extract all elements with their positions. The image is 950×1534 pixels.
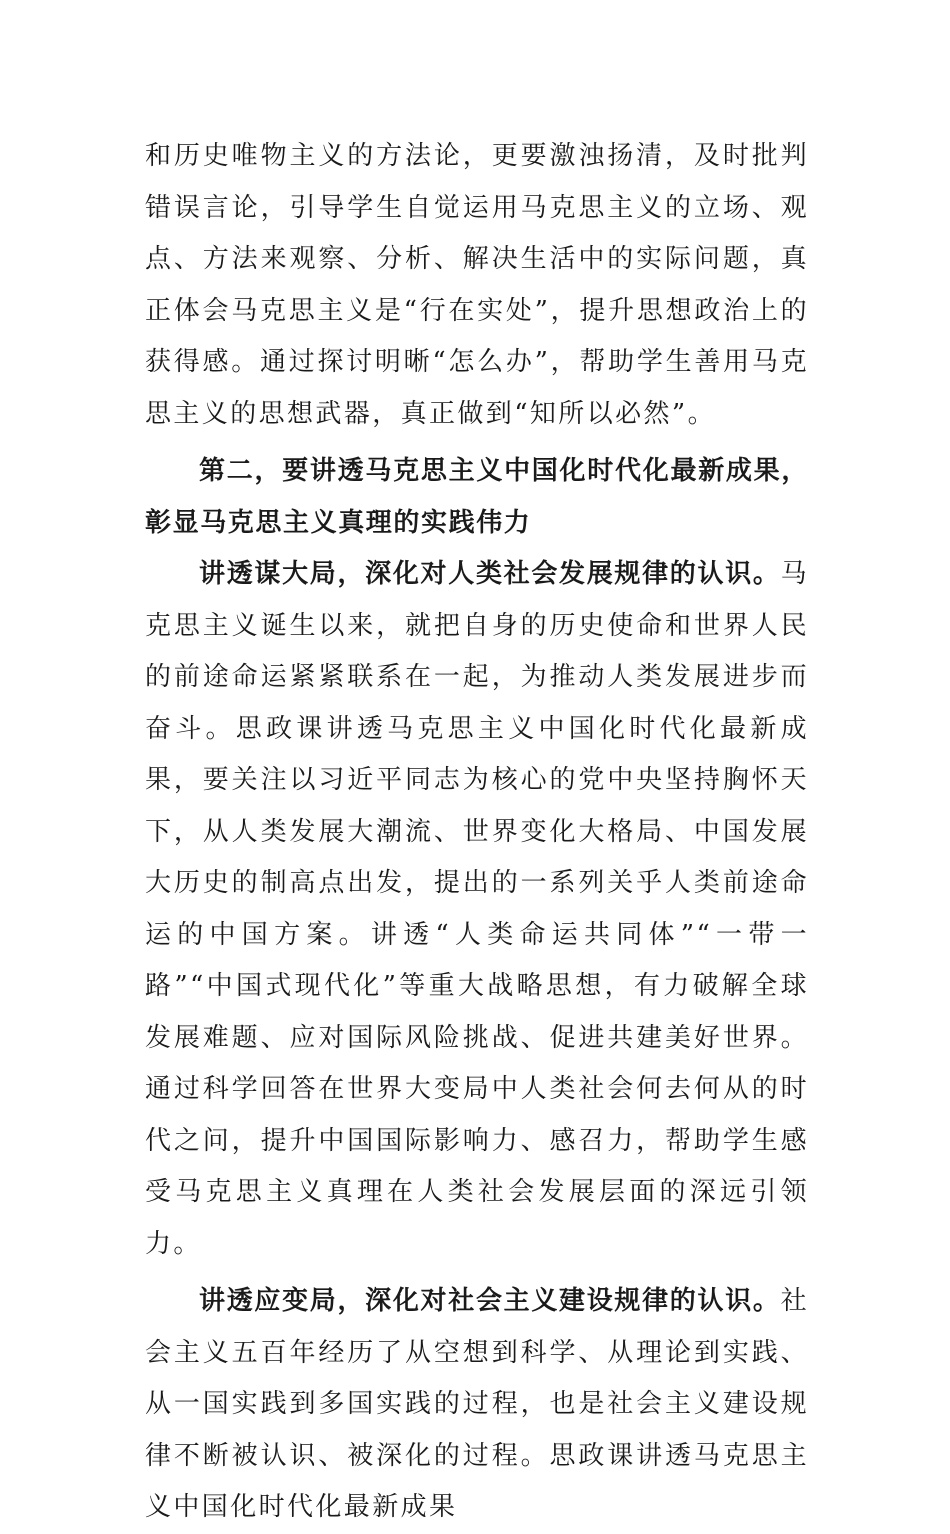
paragraph-socialism — [145, 1276, 809, 1534]
section-heading: 第二，要讲透马克思主义中国化时代化最新成果，彰显马克思主义真理的实践伟力 — [145, 456, 809, 538]
document-body — [145, 131, 809, 1534]
paragraph-body-text: 社会主义五百年经历了从空想到科学、从理论到实践、从一国实践到多国实践的过程，也是社会主义建设规律不断被认识、被深化的过程。思政课讲透马克思主义中国化时代化最新成果 — [145, 1286, 809, 1522]
paragraph-lead-sentence: 讲透应变局，深化对社会主义建设规律的认识。 — [199, 1286, 781, 1316]
paragraph-continuation: 和历史唯物主义的方法论，更要激浊扬清，及时批判错误言论，引导学生自觉运用马克思主义的立场、观点、方法来观察、分析、解决生活中的实际问题，真正体会马克思主义是“行在实处”，提升思想政治上的获得感。通过探讨明晰“怎么办”，帮助学生善用马克思主义的思想武器，真正做到“知所以必然”。 — [145, 141, 809, 429]
paragraph-body-text: 马克思主义诞生以来，就把自身的历史使命和世界人民的前途命运紧紧联系在一起，为推动人类发展进步而奋斗。思政课讲透马克思主义中国化时代化最新成果，要关注以习近平同志为核心的党中央坚持胸怀天下，从人类发展大潮流、世界变化大格局、中国发展大历史的制高点出发，提出的一系列关乎人类前途命运的中国方案。讲透“人类命运共同体”“一带一路”“中国式现代化”等重大战略思想，有力破解全球发展难题、应对国际风险挑战、促进共建美好世界。通过科学回答在世界大变局中人类社会何去何从的时代之问，提升中国国际影响力、感召力，帮助学生感受马克思主义真理在人类社会发展层面的深远引领力。 — [145, 559, 809, 1259]
paragraph-global-vision — [145, 549, 809, 1270]
paragraph-lead-sentence: 讲透谋大局，深化对人类社会发展规律的认识。 — [199, 559, 781, 589]
